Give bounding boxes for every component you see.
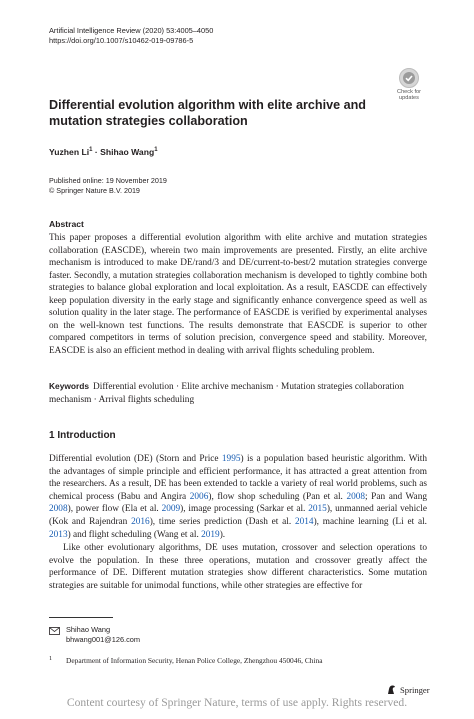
author-separator: · [92,147,101,157]
journal-header [49,26,213,46]
citation-link[interactable]: 1995 [221,454,241,464]
correspondence-block [66,625,140,645]
footnote-divider [49,617,113,618]
abstract-text: This paper proposes a differential evolution algorithm with elite archive and mutation strategies collaboration (EASCDE), wherein two main improvements are presented. Firstly, an elite archive mechanism is introduced to make DE/rand/3 and DE/current-to-best/2 mutation strategies converge faster. Secondly, a mutation strategies collaboration mechanism is developed to tightly combine both strategies to balance global exploration and local exploitation. As a result, EASCDE can effectively keep population diversity in the early stage and significantly enhance convergence speed as well as solution quality in the later stage. The performance of EASCDE is verified by experimental analyses on the well-known test functions. The results demonstrate that EASCDE is superior to other compared competitors in terms of solution precision, convergence speed and stability. Moreover, EASCDE is also an efficient method in dealing with arrival flights scheduling problem. [49,233,427,356]
abstract-heading: Abstract [49,219,84,229]
envelope-icon [49,627,60,635]
paper-title: Differential evolution algorithm with elite archive and mutation strategies collaboration [49,98,366,128]
badge-label: Check for updates [397,89,421,102]
affiliation-text: Department of Information Security, Henan Police College, Zhengzhou 450046, China [66,656,323,665]
affiliation-number: 1 [49,655,53,662]
affiliation-marker: 1 [154,147,158,154]
citation-link[interactable]: 2014 [294,516,314,527]
section-heading: 1 Introduction [49,430,116,441]
corresponding-author: Shihao Wang [66,625,111,634]
keywords-text: Differential evolution · Elite archive mechanism · Mutation strategies collaboration mechanism · Arrival flights scheduling [49,382,404,405]
citation-link[interactable]: 2013 [49,529,68,540]
publication-info [49,176,167,196]
copyright-notice: © Springer Nature B.V. 2019 [49,186,140,195]
check-for-updates-badge[interactable] [392,68,426,104]
citation-link[interactable]: 2008 [346,491,366,502]
citation-link[interactable]: 2015 [308,504,327,515]
author-list [49,147,158,157]
publisher-logo [386,684,430,695]
published-date: Published online: 19 November 2019 [49,176,167,185]
citation-link[interactable]: 2009 [161,504,181,515]
citation-link[interactable]: 2006 [189,491,209,502]
keywords-block [49,380,427,406]
citation-link[interactable]: 2008 [49,504,68,515]
journal-citation: Artificial Intelligence Review (2020) 53:4005–4050 [49,26,214,35]
update-check-icon [399,68,419,88]
springer-horse-icon [386,684,397,695]
keywords-label: Keywords [49,381,90,391]
intro-paragraph-2: Like other evolutionary algorithms, DE uses mutation, crossover and selection operations to evolve the population. In these three operations, mutation and crossover greatly affect the performance of DE. Different mutation strategies show different characteristics. Some mutation strategies are suitable for unimodal functions, while other strategies are effective for [49,543,427,591]
author-name[interactable]: Yuzhen Li [49,147,90,157]
email-link[interactable]: bhwang001@126.com [66,635,141,644]
publisher-name: Springer [400,684,430,695]
citation-link[interactable]: 2019 [201,529,220,540]
courtesy-watermark: Content courtesy of Springer Nature, terms of use apply. Rights reserved. [66,696,408,709]
doi-link[interactable]: https://doi.org/10.1007/s10462-019-09786-5 [49,36,194,45]
affiliation-marker: 1 [89,147,93,154]
author-name[interactable]: Shihao Wang [100,147,155,157]
intro-paragraph-1: Differential evolution (DE) (Storn and Price 1995) is a population based heuristic algorithm. With the advantages of simple principle and efficient performance, it has attracted a great attention from the researchers. As a result, DE has been extended to tackle a variety of real world problems, such as chemical process (Babu and Angira 2006), flow shop scheduling (Pan et al. 2008; Pan and Wang 2008), power flow (Ela et al. 2009), image processing (Sarkar et al. 2015), unmanned aerial vehicle (Kok and Rajendran 2016), time series prediction (Dash et al. 2014), machine learning (Li et al. 2013) and flight scheduling (Wang et al. 2019). [49,454,427,540]
citation-link[interactable]: 2016 [131,516,150,527]
